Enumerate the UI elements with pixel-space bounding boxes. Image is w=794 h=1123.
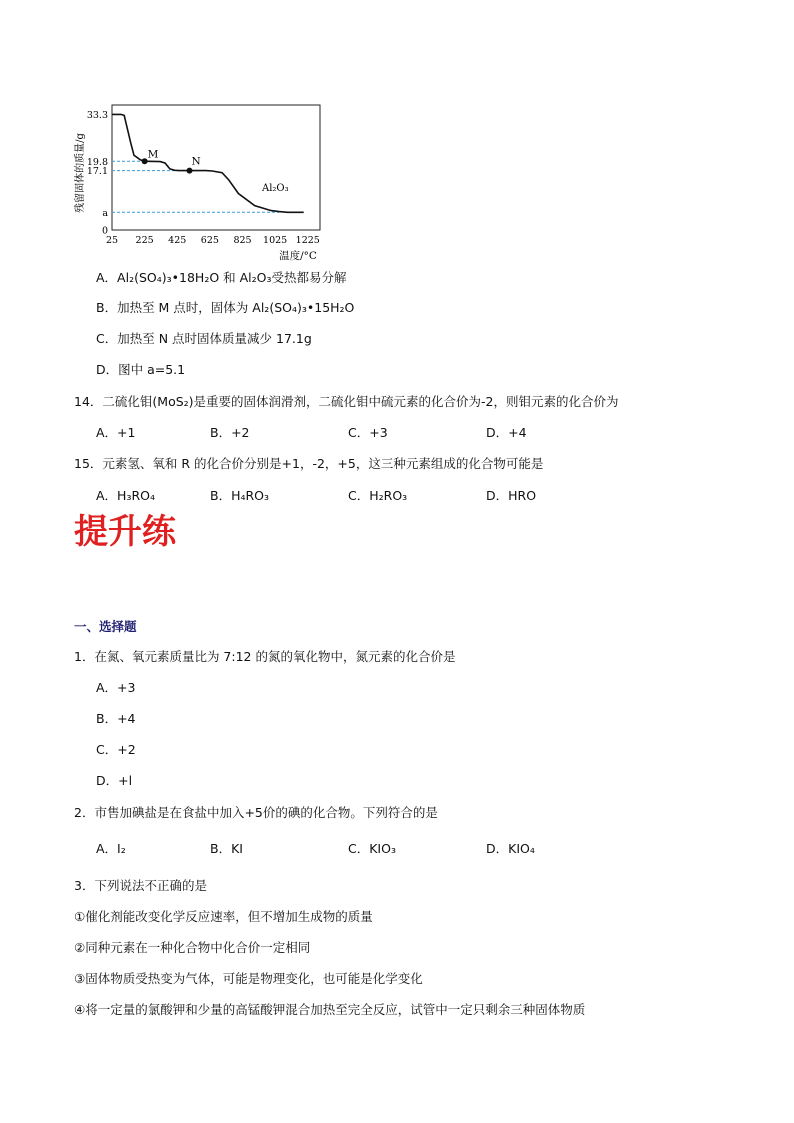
x-tick-label: 25 <box>105 235 119 246</box>
q13-option-b: B．加热至 M 点时，固体为 Al₂(SO₄)₃•15H₂O <box>96 300 355 315</box>
y-tick-label: 0 <box>101 225 108 237</box>
p2-stem: 2．市售加碘盐是在食盐中加入+5价的碘的化合物。下列符合的是 <box>74 805 438 820</box>
y-tick-label: 17.1 <box>86 166 108 178</box>
data-curve <box>112 114 304 212</box>
x-tick-label: 225 <box>135 235 154 246</box>
y-tick-label: a <box>102 207 108 219</box>
p2-option-a: A．I₂ <box>96 841 126 856</box>
p3-stem: 3．下列说法不正确的是 <box>74 878 207 893</box>
q14-option-c: C．+3 <box>348 425 388 440</box>
x-tick-label: 1025 <box>263 235 288 246</box>
p1-option-a: A．+3 <box>96 680 136 695</box>
p1-option-c: C．+2 <box>96 742 136 757</box>
q13-option-a: A．Al₂(SO₄)₃•18H₂O 和 Al₂O₃受热都易分解 <box>96 270 347 285</box>
q14-option-d: D．+4 <box>486 425 527 440</box>
y-tick-label: 19.8 <box>86 156 108 168</box>
curve-label-al2o3: Al₂O₃ <box>262 183 289 194</box>
y-tick-labels <box>87 110 108 237</box>
p1-stem: 1．在氮、氧元素质量比为 7:12 的氮的氧化物中，氮元素的化合价是 <box>74 649 456 664</box>
q15-option-a: A．H₃RO₄ <box>96 488 155 503</box>
p2-option-b: B．KI <box>210 841 243 856</box>
x-tick-label: 1225 <box>295 235 320 246</box>
x-axis-label: 温度/°C <box>279 250 317 262</box>
q15-option-d: D．HRO <box>486 488 537 503</box>
section-title: 提升练 <box>74 512 176 552</box>
q15-option-b: B．H₄RO₃ <box>210 488 270 503</box>
x-tick-labels <box>106 235 320 246</box>
p3-item-1: ①催化剂能改变化学反应速率，但不增加生成物的质量 <box>74 909 373 924</box>
q13-option-c: C．加热至 N 点时固体质量减少 17.1g <box>96 331 312 346</box>
q14-option-b: B．+2 <box>210 425 250 440</box>
p2-option-c: C．KIO₃ <box>348 841 396 856</box>
x-tick-label: 825 <box>233 235 252 246</box>
q13-option-d: D．图中 a=5.1 <box>96 362 186 377</box>
q15-option-c: C．H₂RO₃ <box>348 488 408 503</box>
y-tick-label: 33.3 <box>86 109 108 121</box>
p1-option-d: D．+l <box>96 773 133 788</box>
mass-temperature-chart <box>70 93 330 263</box>
q14-stem: 14．二硫化钼(MoS₂)是重要的固体润滑剂，二硫化钼中硫元素的化合价为-2，则钼元素的化合价为 <box>74 394 619 409</box>
p1-option-b: B．+4 <box>96 711 136 726</box>
x-tick-label: 425 <box>168 235 187 246</box>
p3-item-4: ④将一定量的氯酸钾和少量的高锰酸钾混合加热至完全反应，试管中一定只剩余三种固体物质 <box>74 1002 586 1017</box>
x-tick-label: 625 <box>200 235 219 246</box>
q15-stem: 15．元素氢、氧和 R 的化合价分别是+1，-2，+5，这三种元素组成的化合物可能是 <box>74 456 544 471</box>
p3-item-2: ②同种元素在一种化合物中化合价一定相同 <box>74 940 311 955</box>
plot-frame <box>112 105 320 230</box>
p3-item-3: ③固体物质受热变为气体，可能是物理变化，也可能是化学变化 <box>74 971 423 986</box>
q14-option-a: A．+1 <box>96 425 136 440</box>
y-axis-label: 残留固体的质量/g <box>75 133 86 213</box>
point-label: M <box>147 148 159 161</box>
point-label: N <box>191 155 201 168</box>
section-heading: 一、选择题 <box>74 619 137 634</box>
point-marker <box>186 168 192 174</box>
p2-option-d: D．KIO₄ <box>486 841 535 856</box>
